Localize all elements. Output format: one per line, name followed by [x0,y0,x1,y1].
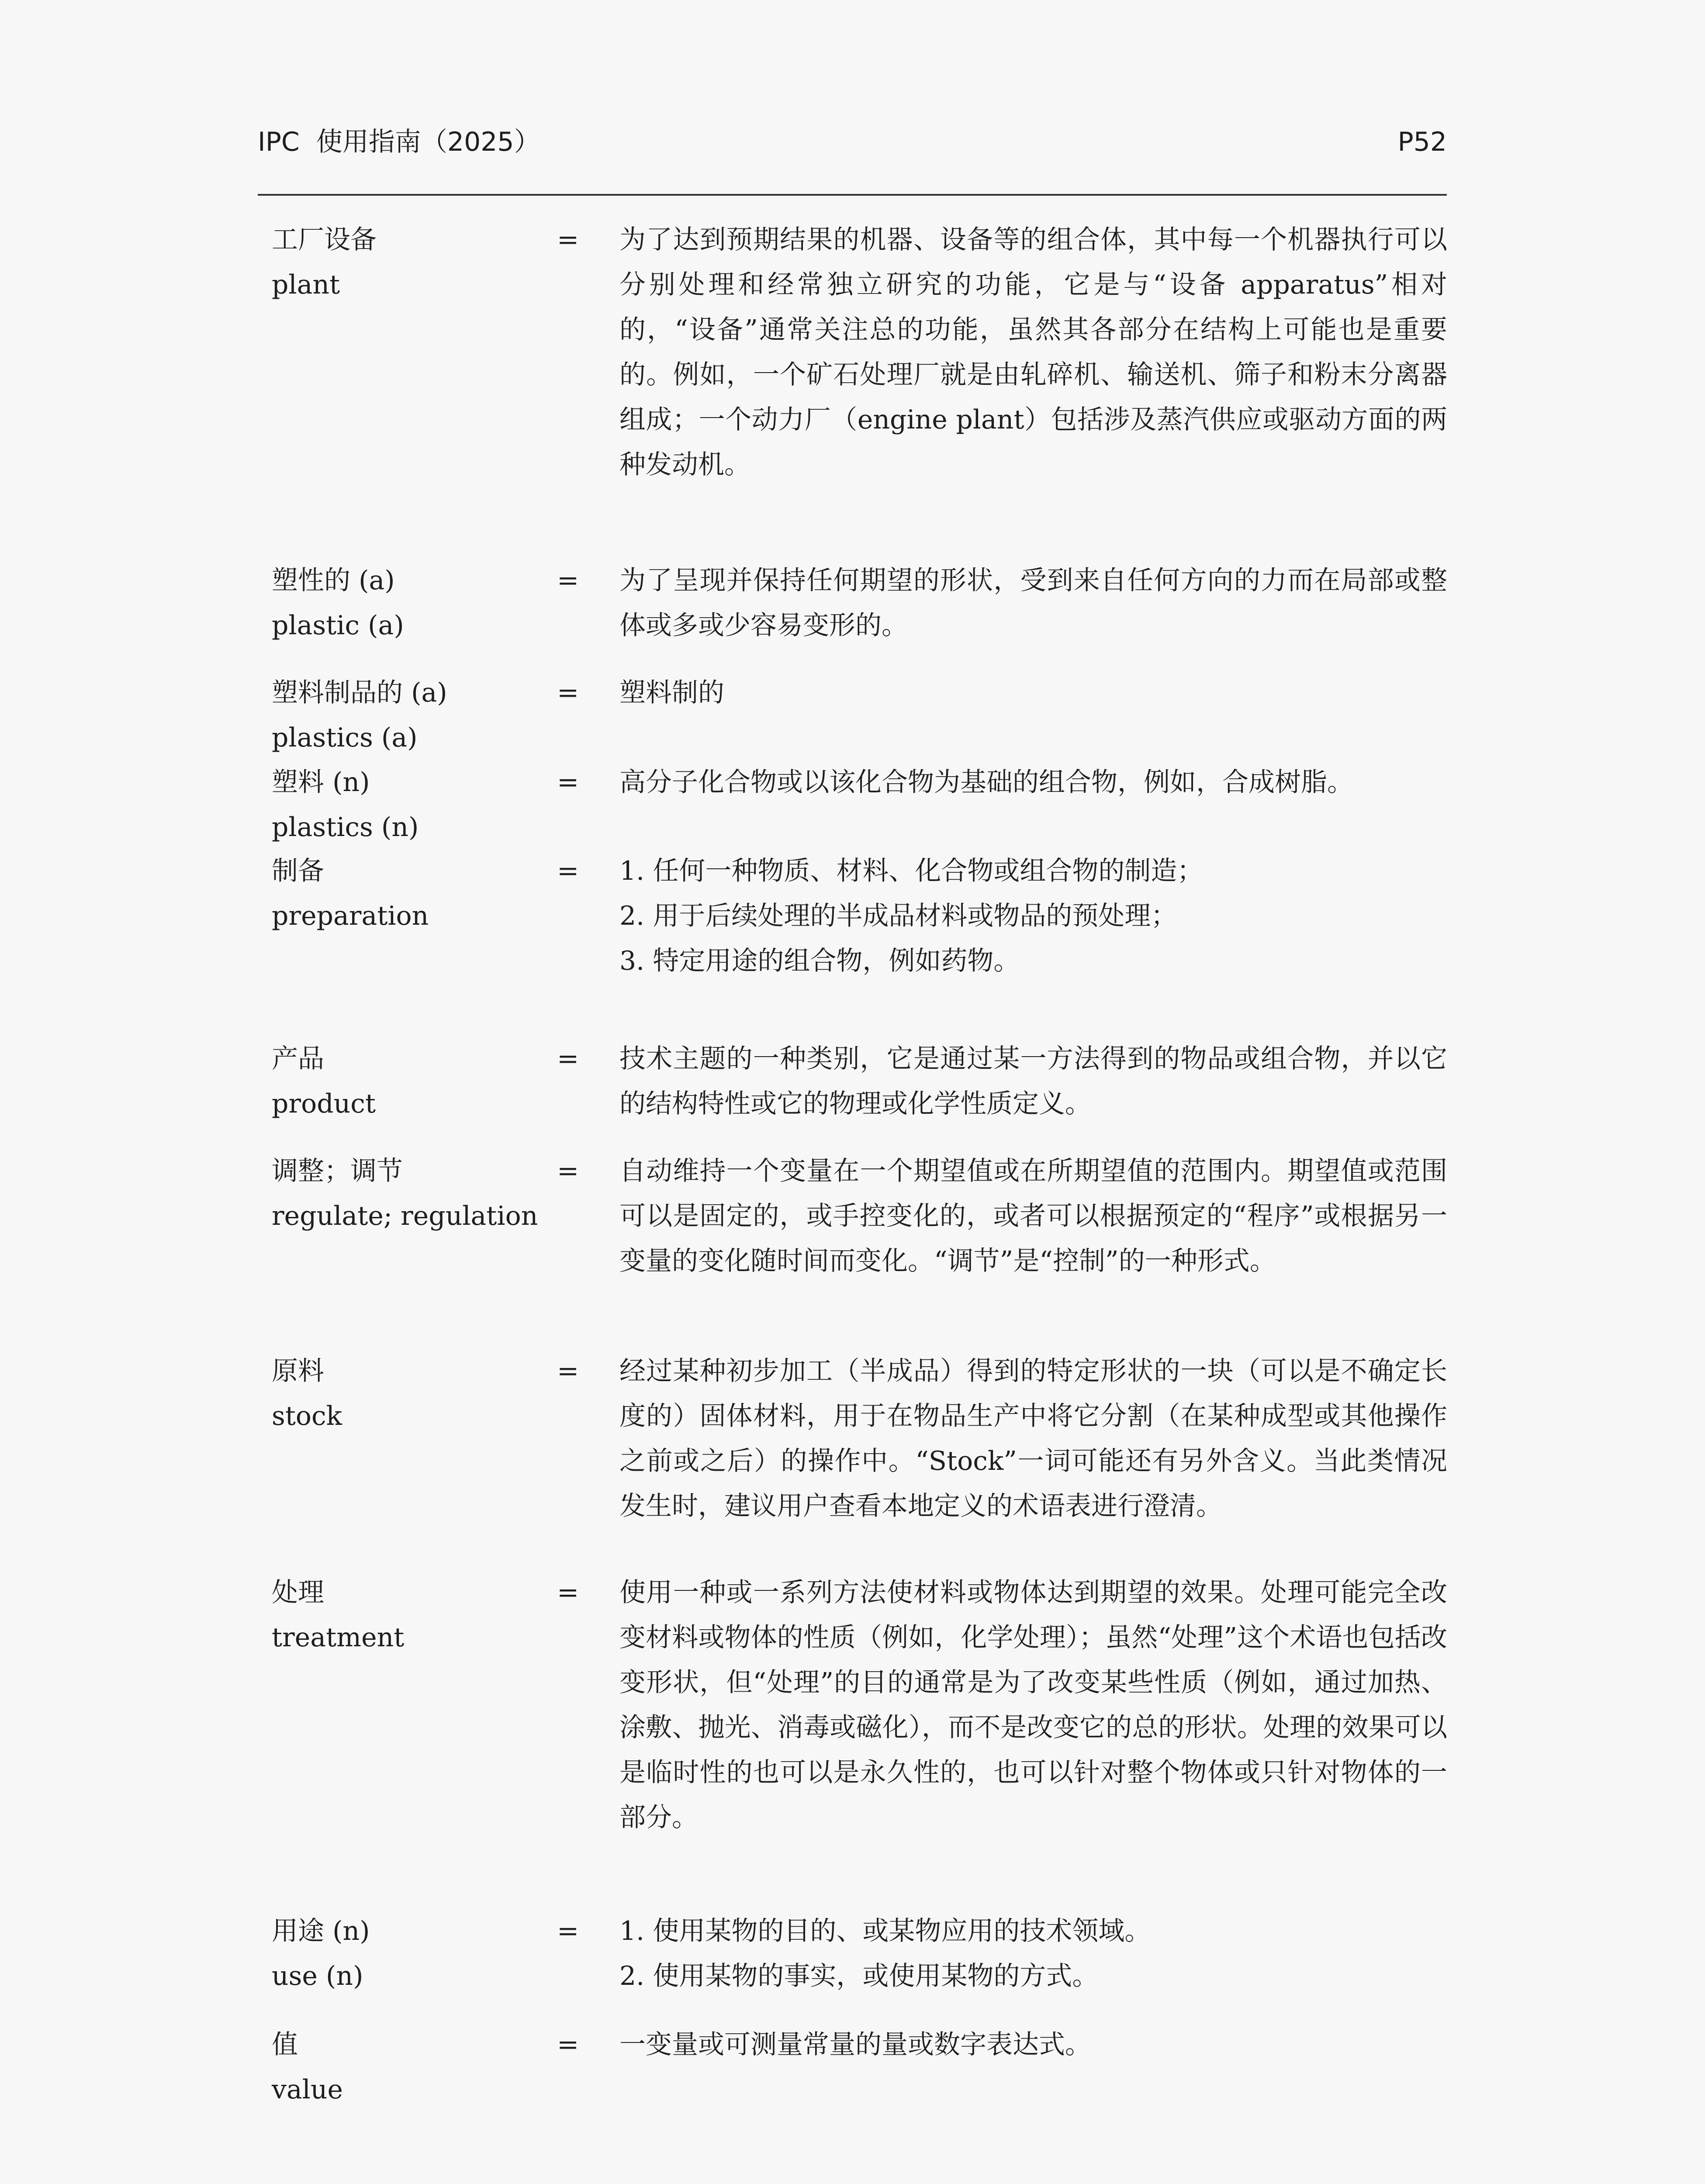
term-chinese: 值 [272,2029,298,2060]
entry-definition: 经过某种初步加工（半成品）得到的特定形状的一块（可以是不确定长度的）固体材料，用于在物品生产中将它分割（在某种成型或其他操作之前或之后）的操作中。“Stock”一词可能还有另外含义。当此类情况发生时，建议用户查看本地定义的术语表进行澄清。 [619,1356,1447,1521]
term-chinese: 处理 [272,1577,324,1608]
term-chinese: 调整；调节 [272,1156,403,1186]
definition-item: 1. 使用某物的目的、或某物应用的技术领域。 [619,1916,1151,1946]
term-english: plastics (a) [272,722,418,753]
term-english: product [272,1089,376,1119]
entry-definition: 为了呈现并保持任何期望的形状，受到来自任何方向的力而在局部或整体或多或少容易变形的。 [619,565,1447,641]
equals-sign: = [557,2029,579,2060]
term-english: plastic (a) [272,610,404,641]
entry-term [272,1570,556,1660]
term-english: preparation [272,901,429,931]
term-chinese: 塑性的 (a) [272,565,395,596]
entry-term [272,2022,556,2112]
term-english: regulate; regulation [272,1201,538,1231]
term-chinese: 工厂设备 [272,225,377,255]
entry-term [272,558,556,648]
term-english: use (n) [272,1961,363,1991]
term-chinese: 制备 [272,856,324,886]
entry-definition: 为了达到预期结果的机器、设备等的组合体，其中每一个机器执行可以分别处理和经常独立研究的功能，它是与“设备 apparatus”相对的，“设备”通常关注总的功能，虽然其各部分在结构上可能也是重要的。例如，一个矿石处理厂就是由轧碎机、输送机、筛子和粉末分离器组成；一个动力厂（engine plant）包括涉及蒸汽供应或驱动方面的两种发动机。 [619,225,1447,480]
equals-sign: = [557,1916,579,1946]
term-chinese: 用途 (n) [272,1916,370,1946]
term-chinese: 塑料制品的 (a) [272,677,447,708]
definition-item: 2. 用于后续处理的半成品材料或物品的预处理； [619,901,1177,931]
term-chinese: 产品 [272,1044,324,1074]
entry-definition: 塑料制的 [619,677,724,708]
entry-definition-list [619,849,1447,984]
equals-sign: = [557,565,579,596]
page-number: P52 [1397,127,1447,157]
definition-item: 3. 特定用途的组合物，例如药物。 [619,946,1020,976]
entry-term [272,1149,556,1239]
term-english: plastics (n) [272,812,419,843]
equals-sign: = [557,856,579,886]
entry-term [272,670,556,760]
term-english: stock [272,1401,342,1431]
entry-definition: 使用一种或一系列方法使材料或物体达到期望的效果。处理可能完全改变材料或物体的性质（例如，化学处理）；虽然“处理”这个术语也包括改变形状，但“处理”的目的通常是为了改变某些性质（例如，通过加热、涂敷、抛光、消毒或磁化），而不是改变它的总的形状。处理的效果可以是临时性的也可以是永久性的，也可以针对整个物体或只针对物体的一部分。 [619,1577,1447,1833]
header-divider [258,194,1447,196]
entry-definition: 自动维持一个变量在一个期望值或在所期望值的范围内。期望值或范围可以是固定的，或手控变化的，或者可以根据预定的“程序”或根据另一变量的变化随时间而变化。“调节”是“控制”的一种形式。 [619,1156,1447,1276]
equals-sign: = [557,1044,579,1074]
entry-definition: 技术主题的一种类别，它是通过某一方法得到的物品或组合物，并以它的结构特性或它的物理或化学性质定义。 [619,1044,1447,1119]
term-english: treatment [272,1622,405,1653]
entry-term [272,849,556,939]
document-title: IPC 使用指南（2025） [258,127,540,157]
entry-term [272,218,556,308]
entry-term [272,1037,556,1127]
equals-sign: = [557,677,579,708]
entry-definition-list [619,1909,1447,1999]
entry-term [272,760,556,850]
definition-item: 2. 使用某物的事实，或使用某物的方式。 [619,1961,1099,1991]
page-header [258,118,1447,166]
equals-sign: = [557,1156,579,1186]
equals-sign: = [557,225,579,255]
equals-sign: = [557,767,579,798]
term-chinese: 塑料 (n) [272,767,370,798]
term-chinese: 原料 [272,1356,324,1386]
term-english: plant [272,270,340,300]
entry-definition: 高分子化合物或以该化合物为基础的组合物，例如，合成树脂。 [619,767,1353,798]
equals-sign: = [557,1577,579,1608]
definition-item: 1. 任何一种物质、材料、化合物或组合物的制造； [619,856,1204,886]
equals-sign: = [557,1356,579,1386]
term-english: value [272,2074,343,2105]
entry-definition: 一变量或可测量常量的量或数字表达式。 [619,2029,1091,2060]
entry-term [272,1349,556,1439]
entry-term [272,1909,556,1999]
